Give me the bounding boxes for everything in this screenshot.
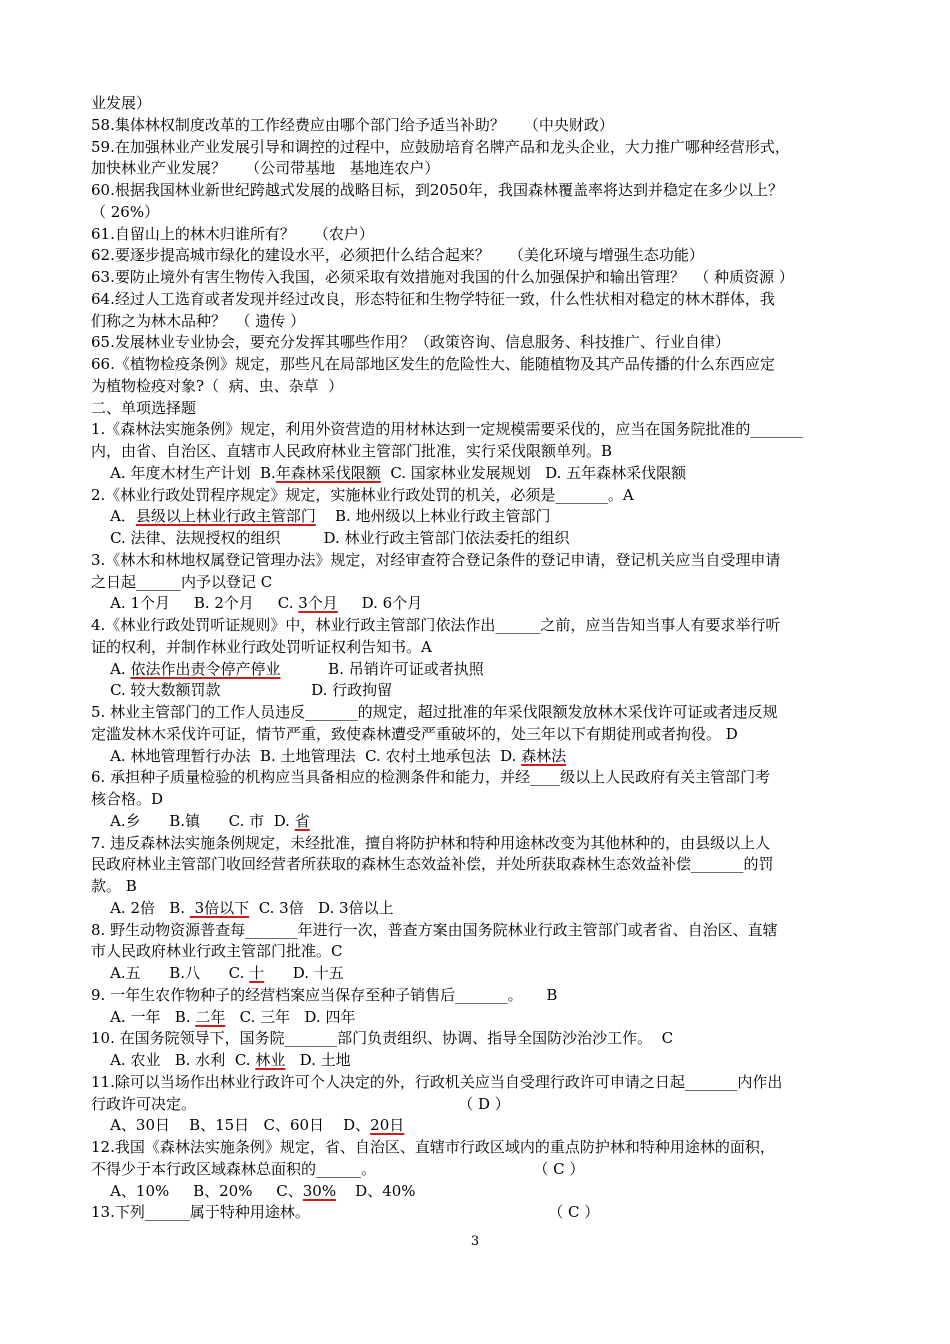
text-segment: A.: [91, 659, 131, 678]
underlined-answer: 二年: [195, 1007, 226, 1026]
text-line: [91, 1159, 871, 1180]
text-line: [91, 224, 871, 245]
text-line: [91, 158, 871, 179]
text-segment: 2.《林业行政处罚程序规定》规定，实施林业行政处罚的机关，必须是_______。A: [91, 485, 634, 504]
text-segment: 13.下列______属于特种用途林。 （ C ）: [91, 1203, 600, 1222]
text-line: [91, 572, 871, 593]
text-segment: A.乡 B.镇 C. 市 D.: [91, 811, 295, 830]
text-line: [91, 963, 871, 984]
text-segment: 们称之为林木品种？ （ 遗传 ）: [91, 311, 306, 330]
text-line: [91, 550, 871, 571]
underlined-answer: 十: [249, 964, 265, 982]
text-line: [91, 1050, 871, 1071]
text-line: [91, 767, 871, 788]
text-segment: 4.《林业行政处罚听证规则》中，林业行政主管部门依法作出______之前，应当告知当事人有要求举行听: [91, 616, 781, 634]
text-line: [91, 702, 871, 723]
text-line: [91, 920, 871, 941]
text-segment: 民政府林业主管部门收回经营者所获取的森林生态效益补偿，并处所获取森林生态效益补偿_______的罚: [91, 855, 774, 874]
text-line: [91, 354, 871, 375]
text-line: [91, 419, 871, 440]
text-line: [91, 789, 871, 810]
text-segment: 60.根据我国林业新世纪跨越式发展的战略目标，到2050年，我国森林覆盖率将达到并稳定在多少以上？: [91, 181, 784, 199]
text-line: [91, 876, 871, 897]
text-segment: 二、单项选择题: [91, 398, 197, 417]
text-segment: 10. 在国务院领导下，国务院_______部门负责组织、协调、指导全国防沙治沙工作。 C: [91, 1029, 674, 1048]
text-line: [91, 1007, 871, 1028]
text-line: [91, 1137, 871, 1158]
text-segment: 63.要防止境外有害生物传入我国，必须采取有效措施对我国的什么加强保护和输出管理？ （ 种质资源 ）: [91, 268, 794, 286]
text-segment: D、40%: [336, 1181, 416, 1200]
text-segment: （ 26%）: [91, 202, 160, 221]
underlined-answer: 依法作出责令停产停业: [130, 659, 281, 678]
text-segment: B. 吊销许可证或者执照: [280, 659, 484, 678]
text-segment: 8. 野生动物资源普查每_______年进行一次，普查方案由国务院林业行政主管部门或者省、自治区、直辖: [91, 920, 778, 939]
text-line: [91, 202, 871, 223]
text-segment: 证的权利，并制作林业行政处罚听证权利告知书。A: [91, 637, 432, 656]
text-segment: A．: [91, 507, 136, 526]
text-segment: 64.经过人工选育或者发现并经过改良，形态特征和生物学特征一致，什么性状相对稳定的林木群体，我: [91, 289, 775, 308]
text-line: [91, 833, 871, 854]
text-line: [91, 1028, 871, 1049]
underlined-answer: 省: [294, 811, 310, 830]
page-number: 3: [470, 1234, 480, 1249]
underlined-answer: 3个月: [298, 594, 338, 613]
text-segment: 为植物检疫对象?（ 病、虫、杂草 ）: [91, 376, 344, 395]
text-segment: A. 农业 B. 水利 C.: [91, 1051, 256, 1069]
text-line: [91, 115, 871, 136]
text-segment: 业发展）: [91, 94, 152, 112]
text-line: [91, 1181, 871, 1202]
underlined-answer: 林业: [255, 1051, 286, 1069]
text-segment: C. 3倍 D. 3倍以上: [249, 898, 394, 917]
text-line: [91, 854, 871, 875]
text-line: [91, 659, 871, 680]
text-segment: 定滥发林木采伐许可证，情节严重，致使森林遭受严重破坏的，处三年以下有期徒刑或者拘役。 D: [91, 724, 738, 743]
text-segment: 行政许可决定。 （ D ）: [91, 1094, 510, 1113]
text-segment: B. 地州级以上林业行政主管部门: [315, 507, 551, 526]
text-line: [91, 93, 871, 114]
text-segment: D. 6个月: [337, 594, 423, 613]
text-segment: 之日起______内予以登记 C: [91, 572, 273, 591]
text-segment: A、10% B、20% C、: [91, 1181, 303, 1200]
text-segment: C. 国家林业发展规划 D. 五年森林采伐限额: [380, 463, 687, 482]
text-line: [91, 1115, 871, 1136]
text-line: [91, 724, 871, 745]
text-line: [91, 289, 871, 310]
underlined-answer: 3倍以下: [189, 898, 250, 917]
text-segment: 款。 B: [91, 877, 137, 895]
text-line: [91, 485, 871, 506]
underlined-answer: 森林法: [521, 746, 567, 765]
text-segment: 3.《林木和林地权属登记管理办法》规定，对经审查符合登记条件的登记申请，登记机关应当自受理申请: [91, 550, 781, 569]
text-segment: 核合格。D: [91, 790, 164, 808]
text-segment: A. 一年 B.: [91, 1007, 196, 1026]
text-line: [91, 267, 871, 288]
text-segment: 加快林业产业发展？ （公司带基地 基地连农户）: [91, 159, 440, 178]
text-segment: 内，由省、自治区、直辖市人民政府林业主管部门批准，实行采伐限额单列。B: [91, 442, 613, 460]
text-line: [91, 398, 871, 419]
text-segment: 61.自留山上的林木归谁所有？ （农户）: [91, 224, 374, 243]
text-segment: 12.我国《森林法实施条例》规定，省、自治区、直辖市行政区域内的重点防护林和特种用途林的面积，: [91, 1138, 775, 1156]
text-segment: A. 1个月 B. 2个月 C.: [91, 594, 299, 613]
text-line: [91, 1094, 871, 1115]
underlined-answer: 20日: [370, 1116, 405, 1135]
text-segment: 7. 违反森林法实施条例规定，未经批准，擅自将防护林和特种用途林改变为其他林种的，由县级以上人: [91, 833, 771, 852]
text-line: [91, 680, 871, 701]
text-line: [91, 245, 871, 266]
text-line: [91, 985, 871, 1006]
text-line: [91, 898, 871, 919]
text-segment: 不得少于本行政区域森林总面积的______。 （ C ）: [91, 1159, 585, 1178]
text-line: [91, 1072, 871, 1093]
text-line: [91, 463, 871, 484]
text-segment: 1.《森林法实施条例》规定，利用外资营造的用材林达到一定规模需要采伐的，应当在国务院批准的_______: [91, 420, 803, 439]
text-line: [91, 637, 871, 658]
text-line: [91, 593, 871, 614]
text-segment: 11.除可以当场作出林业行政许可个人决定的外，行政机关应当自受理行政许可申请之日起_______内作出: [91, 1072, 783, 1091]
text-segment: C. 法律、法规授权的组织 D. 林业行政主管部门依法委托的组织: [91, 529, 570, 547]
text-line: [91, 376, 871, 397]
text-segment: A. 年度木材生产计划 B.: [91, 463, 276, 482]
text-segment: C. 三年 D. 四年: [225, 1007, 356, 1026]
text-line: [91, 180, 871, 201]
text-segment: A.五 B.八 C.: [91, 964, 250, 982]
text-segment: 66.《植物检疫条例》规定，那些凡在局部地区发生的危险性大、能随植物及其产品传播的什么东西应定: [91, 355, 775, 373]
text-line: [91, 332, 871, 353]
text-segment: 62.要逐步提高城市绿化的建设水平，必须把什么结合起来？ （美化环境与增强生态功能）: [91, 246, 704, 265]
text-line: [91, 311, 871, 332]
text-segment: 6. 承担种子质量检验的机构应当具备相应的检测条件和能力，并经____级以上人民政府有关主管部门考: [91, 768, 771, 787]
underlined-answer: 30%: [302, 1181, 337, 1200]
text-segment: A. 林地管理暂行办法 B. 土地管理法 C. 农村土地承包法 D.: [91, 746, 522, 765]
text-segment: 59.在加强林业产业发展引导和调控的过程中，应鼓励培育名牌产品和龙头企业，大力推广哪种经营形式，: [91, 137, 790, 156]
text-line: [91, 746, 871, 767]
text-segment: 9. 一年生农作物种子的经营档案应当保存至种子销售后_______。 B: [91, 985, 558, 1004]
text-line: [91, 811, 871, 832]
text-segment: A、30日 B、15日 C、60日 D、: [91, 1116, 371, 1135]
text-line: [91, 615, 871, 636]
text-line: [91, 528, 871, 549]
text-segment: 58.集体林权制度改革的工作经费应由哪个部门给予适当补助？ （中央财政）: [91, 115, 614, 134]
underlined-answer: 年森林采伐限额: [275, 463, 381, 482]
text-segment: 65.发展林业专业协会，要充分发挥其哪些作用？（政策咨询、信息服务、科技推广、行业自律）: [91, 333, 730, 352]
text-line: [91, 137, 871, 158]
text-segment: 市人民政府林业行政主管部门批准。C: [91, 942, 343, 961]
text-segment: 5. 林业主管部门的工作人员违反_______的规定，超过批准的年采伐限额发放林木采伐许可证或者违反规: [91, 703, 778, 721]
text-segment: C. 较大数额罚款 D. 行政拘留: [91, 681, 393, 700]
text-segment: A. 2倍 B.: [91, 898, 190, 917]
text-line: [91, 506, 871, 527]
text-line: [91, 941, 871, 962]
text-line: [91, 1202, 871, 1223]
underlined-answer: 县级以上林业行政主管部门: [135, 507, 316, 526]
text-line: [91, 441, 871, 462]
text-segment: D. 十五: [264, 964, 344, 982]
text-segment: D. 土地: [285, 1051, 351, 1069]
